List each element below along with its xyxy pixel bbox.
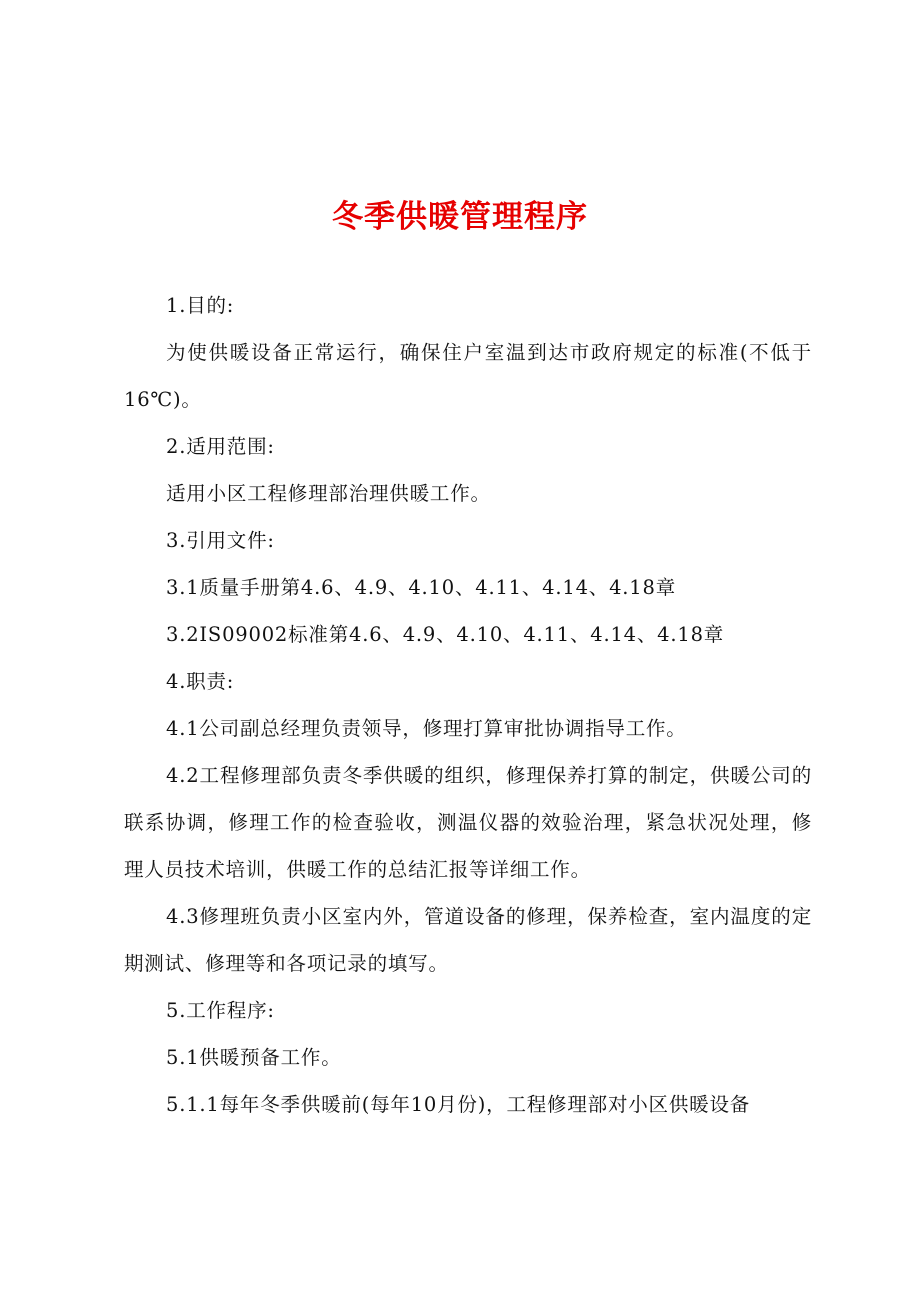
heading-scope: 2.适用范围:	[166, 435, 275, 458]
responsibility-4-2: 4.2工程修理部负责冬季供暖的组织，修理保养打算的制定，供暖公司的联系协调，修理工作的检查验收，测温仪器的效验治理，紧急状况处理，修理人员技术培训，供暖工作的总结汇报等详细工作。	[124, 764, 812, 881]
heading-purpose: 1.目的:	[166, 294, 235, 317]
reference-3-2: 3.2IS09002标准第4.6、4.9、4.10、4.11、4.14、4.18章	[166, 623, 725, 646]
scope-text: 适用小区工程修理部治理供暖工作。	[166, 482, 491, 505]
purpose-text: 为使供暖设备正常运行，确保住户室温到达市政府规定的标准(不低于16℃)。	[124, 341, 812, 411]
responsibility-4-3: 4.3修理班负责小区室内外，管道设备的修理，保养检查，室内温度的定期测试、修理等和各项记录的填写。	[124, 905, 812, 975]
reference-3-1: 3.1质量手册第4.6、4.9、4.10、4.11、4.14、4.18章	[166, 576, 677, 599]
responsibility-4-1: 4.1公司副总经理负责领导，修理打算审批协调指导工作。	[166, 717, 687, 740]
document-title: 冬季供暖管理程序	[332, 199, 588, 235]
procedure-5-1-1: 5.1.1每年冬季供暖前(每年10月份)，工程修理部对小区供暖设备	[166, 1093, 751, 1116]
heading-references: 3.引用文件:	[166, 529, 275, 552]
document-body	[124, 282, 812, 1128]
heading-responsibilities: 4.职责:	[166, 670, 235, 693]
heading-procedure: 5.工作程序:	[166, 999, 275, 1022]
procedure-5-1: 5.1供暖预备工作。	[166, 1046, 342, 1069]
